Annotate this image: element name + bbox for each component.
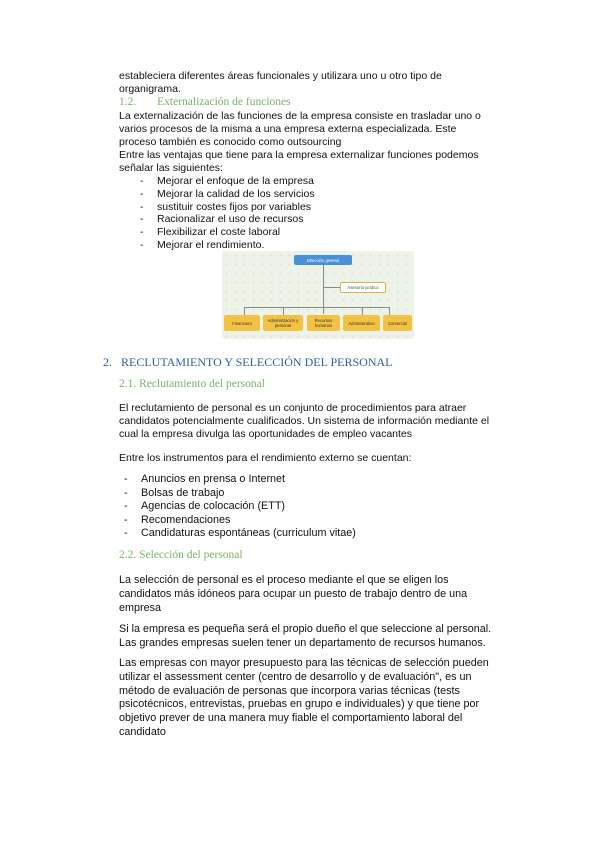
list-item: - Bolsas de trabajo <box>124 486 225 499</box>
section-2-1-heading: 2.1. Reclutamiento del personal <box>119 378 265 390</box>
org-mid-box: Asesoría jurídica <box>340 282 386 293</box>
section-1-2-heading <box>119 96 291 108</box>
list-item: - sustituir costes fijos por variables <box>140 200 312 213</box>
org-top-box: Dirección general <box>294 255 352 265</box>
advantages-list <box>140 175 315 252</box>
org-leaf-box: Administración y personal <box>263 315 303 331</box>
list-item: - Flexibilizar el coste laboral <box>140 226 281 239</box>
list-item: - Agencias de colocación (ETT) <box>124 500 286 513</box>
section-2-2-heading: 2.2. Selección del personal <box>119 549 243 561</box>
list-item: - Mejorar la calidad de los servicios <box>140 187 315 200</box>
intro-text: estableciera diferentes áreas funcionales y utilizara uno u otro tipo de organigrama. <box>119 70 442 95</box>
selection-definition: La selección de personal es el proceso mediante el que se eligen los candidatos más idóneos para ocupar un puesto de trabajo dentro de una empresa <box>119 574 468 614</box>
section-2-heading: 2. RECLUTAMIENTO Y SELECCIÓN DEL PERSONAL <box>103 355 393 369</box>
list-item: - Recomendaciones <box>124 513 231 526</box>
selection-small-vs-large: Si la empresa es pequeña será el propio dueño el que seleccione al personal. Las grandes empresas suelen tener un departamento de recursos humanos. <box>119 623 492 649</box>
recruitment-definition: El reclutamiento de personal es un conjunto de procedimientos para atraer candidatos potencialmente cualificados. Un sistema de información mediante el cual la empresa divulga las oportunidades de empleo vacantes <box>119 402 490 440</box>
list-item: - Anuncios en prensa o Internet <box>124 473 286 485</box>
org-chart <box>222 251 414 339</box>
list-item: - Racionalizar el uso de recursos <box>140 213 304 226</box>
list-item: - Candidaturas espontáneas (curriculum vitae) <box>124 527 356 540</box>
instruments-intro: Entre los instrumentos para el rendimiento externo se cuentan: <box>119 452 412 464</box>
section-number: 1.2. <box>119 96 137 108</box>
org-leaf-box: Financiero <box>224 315 260 331</box>
outsourcing-definition: La externalización de las funciones de la empresa consiste en trasladar uno o varios procesos de la misma a una empresa externa especializada. Este proceso también es conocido como outsourcing Entre las ventajas que tiene para la empresa externalizar funciones podemos señalar las siguientes: <box>119 110 481 174</box>
org-leaf-box: Comercial <box>383 315 412 331</box>
assessment-center-paragraph: Las empresas con mayor presupuesto para las técnicas de selección pueden utilizar el assessment center (centro de desarrollo y de evaluación", es un método de evaluación de personas que incorpora varias técnicas (tests psicotécnicos, entrevistas, pruebas en grupo e individuales) y que tiene por objetivo prever de una manera muy fiable el comportamiento laboral del candidato <box>119 657 489 738</box>
section-title: Externalización de funciones <box>157 96 291 108</box>
list-item: - Mejorar el rendimiento. <box>140 238 265 251</box>
org-leaf-box: Administrativo <box>343 315 380 331</box>
org-leaf-box: Recursos humanos <box>307 315 340 331</box>
list-item: - Mejorar el enfoque de la empresa <box>140 175 315 187</box>
instruments-list <box>124 473 356 541</box>
